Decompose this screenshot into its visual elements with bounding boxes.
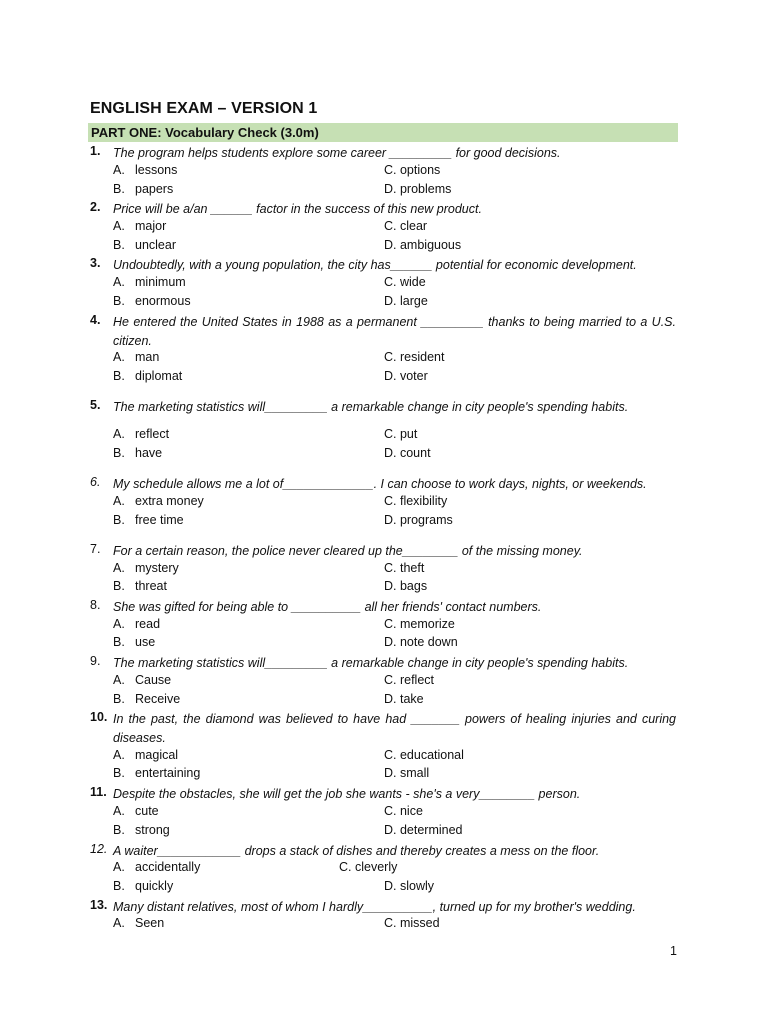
- option-text: unclear: [135, 238, 176, 252]
- option-c: C. flexibility: [384, 494, 448, 508]
- option-text: major: [135, 219, 167, 233]
- option-text: accidentally: [135, 860, 201, 874]
- option-b: [113, 294, 191, 308]
- option-letter: B.: [113, 823, 125, 837]
- option-letter: A.: [113, 275, 125, 289]
- question-number: 5.: [90, 398, 101, 412]
- question-number: 6.: [90, 475, 101, 489]
- option-a: [113, 804, 159, 818]
- option-letter: A.: [113, 494, 125, 508]
- option-letter: B.: [113, 879, 125, 893]
- option-b: [113, 766, 200, 780]
- option-text: have: [135, 446, 163, 460]
- option-c: C. cleverly: [339, 860, 398, 874]
- question-text: Undoubtedly, with a young population, the city has______ potential for economic development.: [113, 258, 637, 272]
- option-b: [113, 513, 184, 527]
- option-c: C. options: [384, 163, 441, 177]
- option-text: strong: [135, 823, 170, 837]
- option-b: [113, 182, 173, 196]
- question-text: Price will be a/an ______ factor in the success of this new product.: [113, 202, 482, 216]
- option-a: [113, 494, 204, 508]
- option-text: lessons: [135, 163, 178, 177]
- option-text: magical: [135, 748, 179, 762]
- option-letter: B.: [113, 513, 125, 527]
- option-text: entertaining: [135, 766, 201, 780]
- option-text: enormous: [135, 294, 191, 308]
- question-number: 3.: [90, 256, 101, 270]
- question-text: He entered the United States in 1988 as a permanent _________ thanks to being married to a U.S. citizen.: [113, 315, 676, 348]
- option-a: [113, 163, 177, 177]
- question-number: 8.: [90, 598, 101, 612]
- question-number: 7.: [90, 542, 101, 556]
- option-letter: A.: [113, 804, 125, 818]
- option-text: cute: [135, 804, 159, 818]
- option-d: D. determined: [384, 823, 463, 837]
- option-c: C. theft: [384, 561, 425, 575]
- option-letter: A.: [113, 219, 125, 233]
- option-b: [113, 238, 176, 252]
- option-text: quickly: [135, 879, 174, 893]
- option-c: C. educational: [384, 748, 464, 762]
- question-number: 9.: [90, 654, 101, 668]
- option-d: D. take: [384, 692, 424, 706]
- option-a: [113, 219, 166, 233]
- question-number: 11.: [90, 785, 107, 799]
- option-b: [113, 446, 162, 460]
- option-text: Cause: [135, 673, 172, 687]
- question-text: Many distant relatives, most of whom I hardly__________, turned up for my brother's wedding.: [113, 900, 636, 914]
- option-letter: A.: [113, 427, 125, 441]
- option-b: [113, 635, 155, 649]
- option-letter: B.: [113, 579, 125, 593]
- question-text: The program helps students explore some career _________ for good decisions.: [113, 146, 561, 160]
- page-number: 1: [670, 944, 677, 958]
- question-text: In the past, the diamond was believed to have had _______ powers of healing injuries and curing diseases.: [113, 712, 676, 745]
- option-letter: A.: [113, 561, 125, 575]
- option-c: C. wide: [384, 275, 426, 289]
- option-text: extra money: [135, 494, 204, 508]
- option-letter: B.: [113, 238, 125, 252]
- option-c: C. nice: [384, 804, 423, 818]
- option-letter: A.: [113, 350, 125, 364]
- option-text: mystery: [135, 561, 179, 575]
- option-text: man: [135, 350, 160, 364]
- option-letter: B.: [113, 446, 125, 460]
- option-a: [113, 916, 164, 930]
- option-c: C. memorize: [384, 617, 455, 631]
- option-text: use: [135, 635, 156, 649]
- option-d: D. bags: [384, 579, 428, 593]
- option-a: [113, 561, 179, 575]
- option-b: [113, 823, 170, 837]
- option-text: reflect: [135, 427, 170, 441]
- option-letter: A.: [113, 163, 125, 177]
- option-letter: B.: [113, 635, 125, 649]
- option-a: [113, 860, 200, 874]
- option-d: D. slowly: [384, 879, 435, 893]
- question-number: 1.: [90, 144, 101, 158]
- option-a: [113, 748, 178, 762]
- option-c: C. missed: [384, 916, 440, 930]
- question-number: 10.: [90, 710, 108, 724]
- option-text: papers: [135, 182, 174, 196]
- question-text: My schedule allows me a lot of_____________. I can choose to work days, nights, or weekends.: [113, 477, 647, 491]
- option-letter: A.: [113, 860, 125, 874]
- option-a: [113, 673, 171, 687]
- option-letter: B.: [113, 182, 125, 196]
- question-number: 13.: [90, 898, 108, 912]
- option-a: [113, 350, 159, 364]
- option-b: [113, 579, 167, 593]
- option-text: free time: [135, 513, 184, 527]
- option-b: [113, 879, 173, 893]
- option-letter: B.: [113, 766, 125, 780]
- option-c: C. clear: [384, 219, 428, 233]
- option-text: diplomat: [135, 369, 183, 383]
- option-a: [113, 275, 186, 289]
- option-text: minimum: [135, 275, 186, 289]
- question-number: 4.: [90, 313, 101, 327]
- question-text: She was gifted for being able to __________ all her friends' contact numbers.: [113, 600, 542, 614]
- option-a: [113, 617, 160, 631]
- exam-title: ENGLISH EXAM – VERSION 1: [90, 100, 318, 117]
- question-text: Despite the obstacles, she will get the job she wants - she's a very________ person.: [113, 787, 581, 801]
- question-text: For a certain reason, the police never cleared up the________ of the missing money.: [113, 544, 583, 558]
- option-letter: B.: [113, 369, 125, 383]
- option-c: C. resident: [384, 350, 445, 364]
- option-b: [113, 692, 180, 706]
- option-c: C. put: [384, 427, 418, 441]
- option-letter: A.: [113, 916, 125, 930]
- option-letter: A.: [113, 617, 125, 631]
- option-b: [113, 369, 182, 383]
- option-letter: A.: [113, 673, 125, 687]
- option-d: D. problems: [384, 182, 452, 196]
- option-text: read: [135, 617, 161, 631]
- option-text: threat: [135, 579, 167, 593]
- part-one-header: PART ONE: Vocabulary Check (3.0m): [88, 123, 678, 142]
- option-d: D. note down: [384, 635, 458, 649]
- question-number: 2.: [90, 200, 101, 214]
- option-d: D. programs: [384, 513, 453, 527]
- option-d: D. ambiguous: [384, 238, 462, 252]
- question-number: 12.: [90, 842, 108, 856]
- option-d: D. small: [384, 766, 430, 780]
- option-d: D. voter: [384, 369, 428, 383]
- option-text: Receive: [135, 692, 181, 706]
- option-text: Seen: [135, 916, 165, 930]
- question-text: The marketing statistics will_________ a remarkable change in city people's spending habits.: [113, 400, 629, 414]
- option-c: C. reflect: [384, 673, 435, 687]
- option-d: D. count: [384, 446, 431, 460]
- option-a: [113, 427, 169, 441]
- option-letter: A.: [113, 748, 125, 762]
- option-d: D. large: [384, 294, 428, 308]
- option-letter: B.: [113, 692, 125, 706]
- question-text: The marketing statistics will_________ a remarkable change in city people's spending habits.: [113, 656, 629, 670]
- option-letter: B.: [113, 294, 125, 308]
- question-text: A waiter____________ drops a stack of dishes and thereby creates a mess on the floor.: [113, 844, 600, 858]
